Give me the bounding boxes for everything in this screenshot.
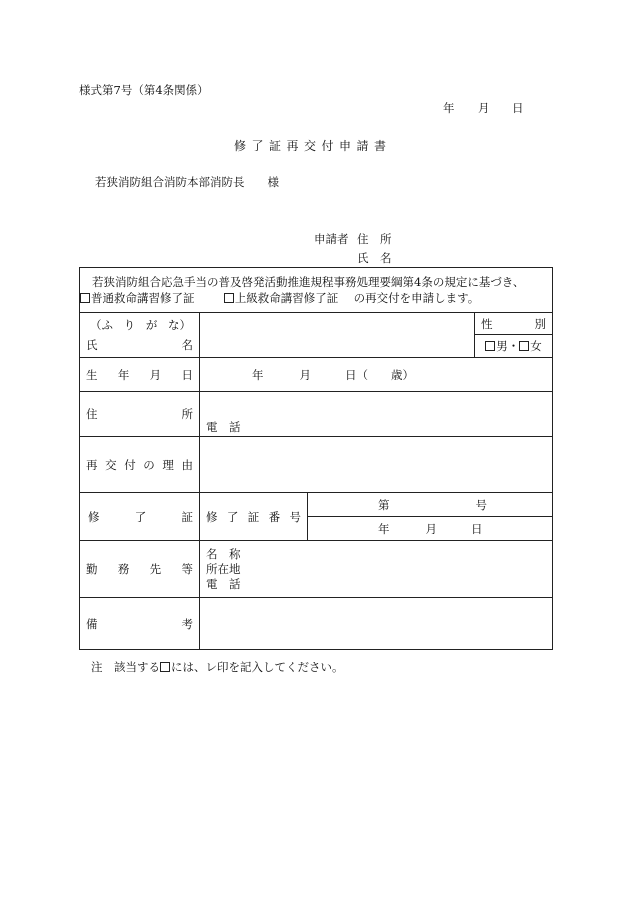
cert-number-input-cell[interactable] — [308, 493, 553, 517]
cert-no-suffix: 号 — [475, 497, 487, 512]
option-basic-course: 普通救命講習修了証 — [91, 291, 195, 305]
birth-label-cell — [80, 358, 200, 392]
intro-line1: 若狭消防組合応急手当の普及啓発活動推進規程事務処理要綱第4条の規定に基づき、 — [92, 275, 525, 289]
birth-year: 年 — [252, 367, 264, 382]
gender-female: 女 — [530, 339, 542, 353]
applicant-name-label: 氏 名 — [357, 251, 392, 265]
intro-cell — [80, 268, 553, 313]
addressee: 若狭消防組合消防本部消防長 様 — [95, 175, 279, 189]
checkbox-advanced-course[interactable] — [224, 293, 234, 303]
birth-input-cell[interactable] — [200, 358, 553, 392]
option-advanced-course: 上級救命講習修了証 — [234, 291, 339, 305]
name-label: 氏 名 — [86, 338, 193, 352]
remarks-label-cell — [80, 598, 200, 650]
date-year: 年 — [443, 101, 455, 115]
workplace-location-label: 所在地 — [206, 561, 241, 576]
phone-label: 電 話 — [206, 420, 241, 434]
applicant-label: 申請者 — [314, 232, 349, 246]
footnote-checkbox-glyph — [160, 662, 170, 672]
gender-options-cell — [475, 335, 553, 358]
application-form-table — [79, 267, 553, 650]
footnote-prefix: 注 該当する — [91, 660, 160, 674]
gender-label-cell — [475, 313, 553, 335]
workplace-phone-label: 電 話 — [206, 576, 241, 591]
date-month: 月 — [478, 101, 490, 115]
completion-label: 修 了 証 — [88, 509, 193, 524]
completion-label-cell — [80, 493, 200, 541]
checkbox-male[interactable] — [485, 341, 495, 351]
intro-suffix: の再交付を申請します。 — [353, 291, 480, 305]
workplace-name-label: 名 称 — [206, 546, 241, 561]
cert-date-day: 日 — [471, 521, 483, 536]
date-day: 日 — [512, 101, 524, 115]
footnote — [91, 659, 344, 675]
cert-date-month: 月 — [425, 521, 437, 536]
checkbox-female[interactable] — [519, 341, 529, 351]
gender-male: 男・ — [496, 339, 520, 353]
intro-line2 — [80, 290, 552, 306]
name-input-cell[interactable] — [200, 313, 475, 358]
workplace-label-cell — [80, 541, 200, 598]
reason-label: 再 交 付 の 理 由 — [86, 457, 193, 472]
birth-label: 生 年 月 日 — [86, 367, 193, 382]
cert-date-input-cell[interactable] — [308, 517, 553, 541]
reason-input-cell[interactable] — [200, 437, 553, 493]
applicant-address-label: 住 所 — [357, 232, 392, 246]
page-title: 修了証再交付申請書 — [234, 139, 392, 153]
reason-label-cell — [80, 437, 200, 493]
furigana-label: （ふ り が な） — [90, 318, 191, 332]
birth-day-age: 日（ 歳） — [345, 367, 414, 382]
remarks-input-cell[interactable] — [200, 598, 553, 650]
cert-number-label-cell — [200, 493, 308, 541]
workplace-label: 勤 務 先 等 — [86, 562, 193, 576]
gender-label: 性 別 — [481, 316, 547, 331]
form-number: 様式第7号（第4条関係） — [79, 83, 209, 97]
workplace-input-cell[interactable] — [200, 541, 553, 598]
address-label: 住 所 — [86, 407, 193, 421]
cert-no-prefix: 第 — [378, 497, 390, 512]
address-input-cell[interactable] — [200, 392, 553, 437]
name-label-cell — [80, 313, 200, 358]
checkbox-basic-course[interactable] — [80, 293, 90, 303]
address-label-cell — [80, 392, 200, 437]
remarks-label: 備 考 — [86, 616, 193, 631]
cert-number-label: 修 了 証 番 号 — [206, 509, 301, 524]
birth-month: 月 — [299, 367, 311, 382]
cert-date-year: 年 — [378, 521, 390, 536]
footnote-suffix: には、レ印を記入してください。 — [171, 660, 344, 674]
